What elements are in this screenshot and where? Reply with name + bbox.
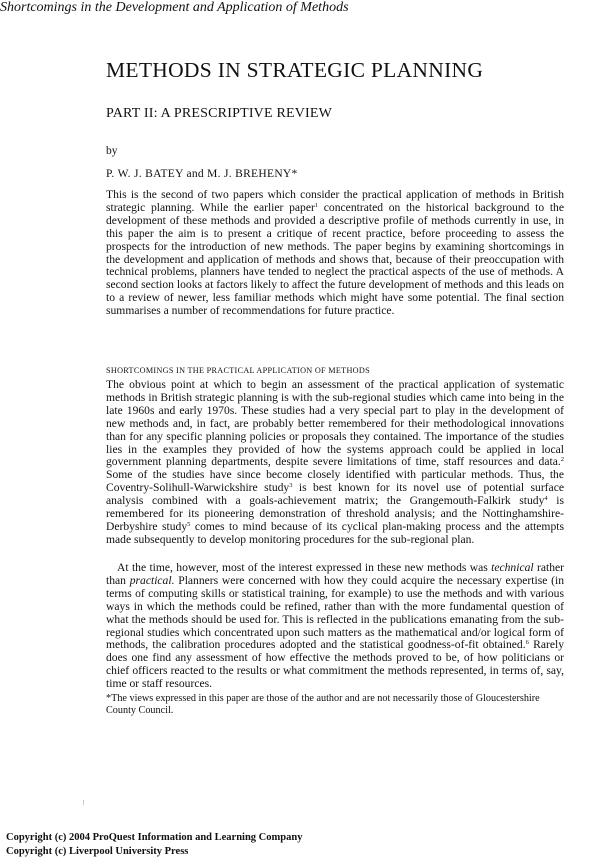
body-paragraph-1: The obvious point at which to begin an assessment of the practical application of systematic methods in British strategic planning is with the sub-regional studies which came into being in the late 1960s and early 1970s. These studies had a very special part to play in the development of new methods and, in fact, are probably better remembered for their methodological innovations than for any specific planning policies or proposals they contained. The importance of the studies lies in the examples they provided of how the systems approach could be applied in local government planning departments, despite severe limitations of time, staff resources and data.$^2$ Some of the studies have since become closely identified with particular methods. Thus, the Coventry-Solihull-Warwickshire study$^3$ is best known for its novel use of potential surface analysis combined with a goals-achievement matrix; the Grangemouth-Falkirk study$^4$ is remembered for its pioneering demonstration of threshold analysis; and the Nottinghamshire-Derbyshire study$^5$ comes to mind because of its cyclical plan-making process and the attempts made subsequently to develop monitoring procedures for the sub-regional plan. bbox=[106, 378, 564, 546]
footnote-ref: 1 bbox=[314, 201, 319, 209]
footnote-ref: 6 bbox=[525, 639, 529, 647]
footnote-ref: 2 bbox=[560, 456, 564, 464]
scan-mark bbox=[83, 800, 84, 805]
footnote-ref: 4 bbox=[544, 495, 548, 503]
abstract-paragraph: This is the second of two papers which consider the practical application of methods in British strategic planning. While the earlier paper$^1$ concentrated on the historical background to the development of these methods and provided a descriptive profile of methods currently in use, in this paper the aim is to present a critique of recent practice, before proceeding to assess the prospects for the introduction of new methods. The paper begins by examining shortcomings in the development and application of methods and shows that, because of their preoccupation with technical problems, planners have tended to neglect the practical aspects of the use of methods. A second section looks at factors likely to affect the future development of methods and this leads on to a review of newer, less familiar methods which might have some potential. The final section summarises a number of recommendations for future practice. bbox=[106, 188, 564, 318]
body-paragraph-2: At the time, however, most of the interest expressed in these new methods was technical rather than practical. Planners were concerned with how they could acquire the necessary expertise (in terms of computing skills or statistical training, for example) to use the methods and with various ways in which the methods could be refined, rather than with the more fundamental question of what the methods should be used for. This is reflected in the publications emanating from the sub-regional studies which concentrated upon such matters as the mathematical and/or logical form of methods, the calibration procedures adopted and the statistical goodness-of-fit obtained.$^6$ Rarely does one find any assessment of how effective the methods proved to be, of how politicians or chief officers reacted to the results or what commitment the methods represented, in terms of, say, time or staff resources. bbox=[106, 561, 565, 691]
section-heading: Shortcomings in the Development and Application of Methods bbox=[0, 0, 349, 15]
footnote-ref: 3 bbox=[289, 482, 293, 490]
article-title: METHODS IN STRATEGIC PLANNING bbox=[106, 58, 484, 82]
section-subheading: SHORTCOMINGS IN THE PRACTICAL APPLICATION OF METHODS bbox=[106, 366, 370, 375]
article-subtitle: PART II: A PRESCRIPTIVE REVIEW bbox=[106, 106, 333, 121]
author-names: P. W. J. BATEY and M. J. BREHENY* bbox=[106, 168, 298, 180]
author-footnote: *The views expressed in this paper are those of the author and are not necessarily those of Gloucestershire County Council. bbox=[106, 693, 540, 716]
copyright-line-1: Copyright (c) 2004 ProQuest Information and Learning Company bbox=[6, 832, 303, 843]
byline-label: by bbox=[106, 145, 118, 157]
footnote-ref: 5 bbox=[187, 520, 191, 528]
copyright-line-2: Copyright (c) Liverpool University Press bbox=[6, 846, 189, 857]
